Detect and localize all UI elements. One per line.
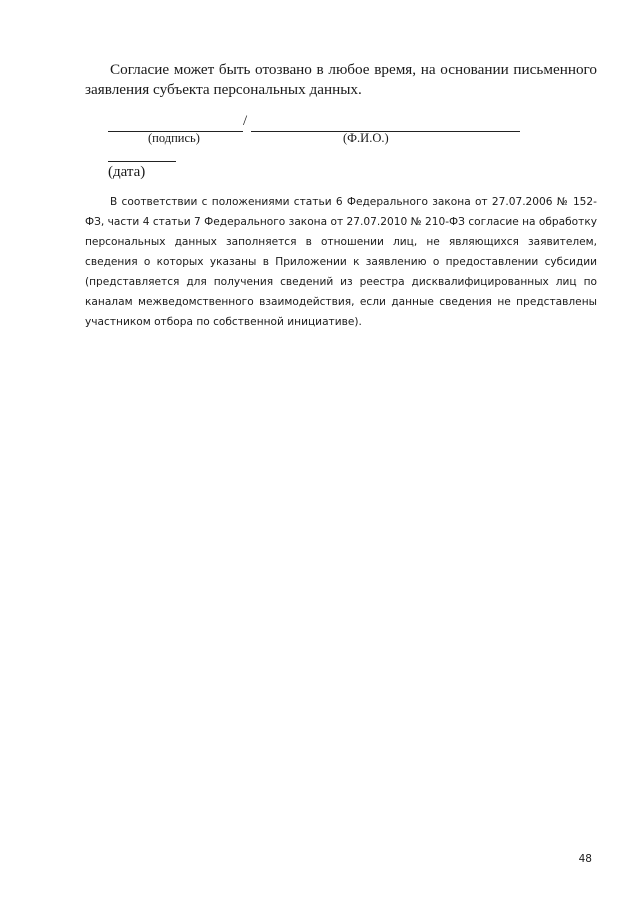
legal-notice-paragraph: В соответствии с положениями статьи 6 Федерального закона от 27.07.2006 № 152-ФЗ, части 4 статьи 7 Федерального закона от 27.07.2010 № 210-ФЗ согласие на обработку персональных данных заполняется в отношении лиц, не являющихся заявителем, сведения о которых указаны в Приложении к заявлению о предоставлении субсидии (представляется для получения сведений из реестра дисквалифицированных лиц по каналам межведомственного взаимодействия, если данные сведения не представлены участником отбора по собственной инициативе). bbox=[85, 196, 597, 328]
signature-caption: (подпись) bbox=[148, 131, 200, 145]
date-line bbox=[108, 161, 176, 162]
fio-caption: (Ф.И.О.) bbox=[343, 131, 389, 145]
date-caption: (дата) bbox=[108, 164, 146, 180]
page-number: 48 bbox=[578, 853, 592, 865]
signature-row bbox=[108, 113, 520, 132]
consent-revocation-paragraph: Согласие может быть отозвано в любое время, на основании письменного заявления субъекта персональных данных. bbox=[85, 61, 597, 98]
signature-separator: / bbox=[243, 113, 248, 129]
